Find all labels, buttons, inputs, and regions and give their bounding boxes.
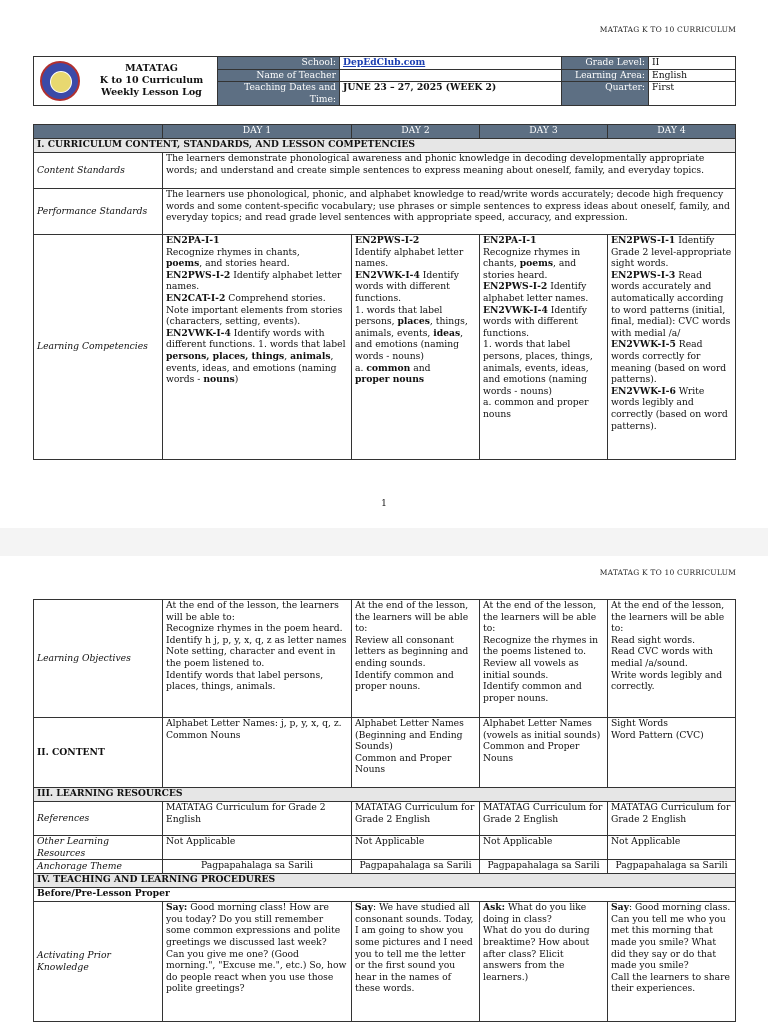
quarter-value: First <box>649 82 736 106</box>
competency-code: EN2PWS-I-3 <box>611 269 676 281</box>
row-label: References <box>34 802 163 836</box>
competency-text: , events, ideas, and emotions (naming words - <box>166 350 337 386</box>
prior-lead: Say: <box>166 902 188 914</box>
anchorage-cell: Pagpapahalaga sa Sarili <box>163 860 352 874</box>
competency-code: EN2CAT-I-2 <box>166 292 226 304</box>
row-label: Performance Standards <box>34 189 163 235</box>
anchorage-cell: Pagpapahalaga sa Sarili <box>480 860 608 874</box>
competency-text: Identify words with different functions. 1. words that label persons, places, things, animals, events, ideas, and emotions (naming words - nouns) a. common and proper nouns <box>483 304 593 420</box>
teacher-label: Name of Teacher <box>218 69 340 82</box>
competency-cell <box>480 235 608 460</box>
competency-text: Write words legibly and correctly (based on word patterns). <box>611 385 728 432</box>
row-label: Anchorage Theme <box>34 860 163 874</box>
school-label: School: <box>218 57 340 70</box>
title-block <box>34 57 218 106</box>
competency-text: Comprehend stories. Note important elements from stories (characters, setting, events). <box>166 292 343 328</box>
day-header: DAY 2 <box>352 125 480 139</box>
competency-bold: poems <box>166 258 200 270</box>
anchorage-cell: Pagpapahalaga sa Sarili <box>608 860 736 874</box>
quarter-label: Quarter: <box>562 82 649 106</box>
section-heading: II. CONTENT <box>34 718 163 788</box>
day-header: DAY 1 <box>163 125 352 139</box>
resource-cell: Not Applicable <box>163 836 352 860</box>
area-label: Learning Area: <box>562 69 649 82</box>
objective-cell: At the end of the lesson, the learners will be able to: Read sight words. Read CVC words with medial /a/sound. Write words legibly and correctly. <box>608 600 736 718</box>
competency-text: Read words accurately and automatically according to word patterns (initial, final, medial): CVC words with medial /a/ <box>611 269 731 339</box>
competency-code: EN2VWK-I-4 <box>355 269 420 281</box>
competency-text: and <box>410 362 431 374</box>
prior-cell <box>352 902 480 1022</box>
content-standards-text: The learners demonstrate phonological awareness and phonic knowledge in decoding developmentally appropriate words; and understand and create simple sentences to express meaning about oneself, family, and everyday topics. <box>163 153 736 189</box>
prior-text: What do you like doing in class? What do you do during breaktime? How about after class? Elicit answers from the learners.) <box>483 902 590 983</box>
anchorage-cell: Pagpapahalaga sa Sarili <box>352 860 480 874</box>
competency-text: Identify alphabet letter names. <box>166 269 342 293</box>
day-header: DAY 3 <box>480 125 608 139</box>
teacher-value <box>340 69 562 82</box>
subsection-heading: Before/Pre-Lesson Proper <box>34 888 736 902</box>
section-heading: I. CURRICULUM CONTENT, STANDARDS, AND LESSON COMPETENCIES <box>34 139 736 153</box>
resource-cell: Not Applicable <box>608 836 736 860</box>
page-number: 1 <box>381 499 387 509</box>
row-label: Content Standards <box>34 153 163 189</box>
competency-text: , and stories heard. <box>483 258 577 281</box>
competency-code: EN2PA-I-1 <box>483 235 537 246</box>
row-label: Other Learning Resources <box>34 836 163 860</box>
row-label: Learning Competencies <box>34 235 163 460</box>
area-value: English <box>649 69 736 82</box>
competency-bold: animals <box>290 350 331 362</box>
competency-bold: ideas <box>433 327 461 339</box>
competency-text: , and emotions (naming words - nouns) a. <box>355 327 464 374</box>
prior-text: Good morning class! How are you today? Do you still remember some common expressions and polite greetings we discussed last week? Can you give me one? (Good morning.", "Excuse me.", etc.) So, how do people react when you use those polite greetings? <box>166 902 347 995</box>
title-line-2: K to 10 Curriculum <box>99 75 204 86</box>
prior-text: : We have studied all consonant sounds. Today, I am going to show you some pictures and I need you to tell me the letter or the first sound you hear in the names of these words. <box>355 902 474 995</box>
dates-label: Teaching Dates and Time: <box>218 82 340 106</box>
competency-code: EN2VWK-I-5 <box>611 339 676 351</box>
competency-text: Recognize rhymes in chants, <box>166 246 300 258</box>
page-gap <box>0 528 768 556</box>
prior-cell <box>480 902 608 1022</box>
competency-cell <box>352 235 480 460</box>
competency-code: EN2PWS-I-2 <box>483 281 548 293</box>
competency-bold: proper nouns <box>355 374 425 386</box>
competency-bold: persons, places, things <box>166 350 285 362</box>
competency-text: Read words correctly for meaning (based on word patterns). <box>611 339 727 386</box>
content-cell: Alphabet Letter Names (vowels as initial sounds) Common and Proper Nouns <box>480 718 608 788</box>
day-header: DAY 4 <box>608 125 736 139</box>
prior-cell <box>163 902 352 1022</box>
competency-code: EN2PWS-I-2 <box>166 269 231 281</box>
competency-bold: common <box>366 362 411 374</box>
lesson-table-page1 <box>33 124 736 460</box>
lesson-table-page2 <box>33 599 736 1022</box>
competency-text: Identify Grade 2 level-appropriate sight words. <box>611 235 732 270</box>
competency-code: EN2VWK-I-4 <box>166 327 231 339</box>
competency-cell <box>608 235 736 460</box>
competency-code: EN2VWK-I-4 <box>483 304 548 316</box>
content-cell: Alphabet Letter Names (Beginning and Ending Sounds) Common and Proper Nouns <box>352 718 480 788</box>
competency-code: EN2PWS-I-2 <box>355 235 420 246</box>
reference-cell: MATATAG Curriculum for Grade 2 English <box>480 802 608 836</box>
section-heading: IV. TEACHING AND LEARNING PROCEDURES <box>34 874 736 888</box>
prior-lead: Ask: <box>483 902 506 914</box>
competency-bold: poems <box>519 258 554 270</box>
prior-lead: Say <box>611 902 629 914</box>
prior-text: : Good morning class. Can you tell me who you met this morning that made you smile? What did they say or do that made you smile? Call the learners to share their experiences. <box>611 902 731 995</box>
competency-bold: places <box>397 316 430 328</box>
competency-text: , <box>284 350 291 362</box>
competency-code: EN2PWS-I-1 <box>611 235 676 246</box>
competency-code: EN2VWK-I-6 <box>611 385 676 397</box>
prior-cell <box>608 902 736 1022</box>
competency-text: , things, animals, events, <box>355 316 468 339</box>
reference-cell: MATATAG Curriculum for Grade 2 English <box>352 802 480 836</box>
competency-code: EN2PA-I-1 <box>166 235 220 246</box>
deped-seal-icon <box>40 61 80 101</box>
section-heading: III. LEARNING RESOURCES <box>34 788 736 802</box>
page-header: MATATAG K TO 10 CURRICULUM <box>599 568 736 577</box>
objective-cell: At the end of the lesson, the learners will be able to: Recognize rhymes in the poem heard. Identify h j, p, y, x, q, z as letter names Note setting, character and event in the poem listened to. Identify words that label persons, places, things, animals. <box>163 600 352 718</box>
objective-cell: At the end of the lesson, the learners will be able to: Recognize the rhymes in the poems listened to. Review all vowels as initial sounds. Identify common and proper nouns. <box>480 600 608 718</box>
reference-cell: MATATAG Curriculum for Grade 2 English <box>608 802 736 836</box>
reference-cell: MATATAG Curriculum for Grade 2 English <box>163 802 352 836</box>
objective-cell: At the end of the lesson, the learners will be able to: Review all consonant letters as beginning and ending sounds. Identify common and proper nouns. <box>352 600 480 718</box>
page-header: MATATAG K TO 10 CURRICULUM <box>599 25 736 34</box>
competency-text: Identify words with different functions. 1. words that label <box>166 327 346 351</box>
title-line-3: Weekly Lesson Log <box>101 87 202 98</box>
row-label: Learning Objectives <box>34 600 163 718</box>
competency-text: Identify alphabet letter names. <box>355 246 464 270</box>
competency-text: , and stories heard. <box>199 258 290 270</box>
info-table <box>33 56 736 106</box>
dates-value: JUNE 23 – 27, 2025 (WEEK 2) <box>340 82 562 106</box>
grade-label: Grade Level: <box>562 57 649 70</box>
content-cell: Sight Words Word Pattern (CVC) <box>608 718 736 788</box>
resource-cell: Not Applicable <box>480 836 608 860</box>
competency-cell <box>163 235 352 460</box>
performance-standards-text: The learners use phonological, phonic, and alphabet knowledge to read/write words accurately; decode high frequency words and some content-specific vocabulary; use phrases or simple sentences to express ideas about oneself, family, and everyday topics; and read grade level sentences with appropriate speed, accuracy, and expression. <box>163 189 736 235</box>
competency-text: Identify words with different functions. 1. words that label persons, <box>355 269 459 328</box>
row-label: Activating Prior Knowledge <box>34 902 163 1022</box>
grade-value: II <box>649 57 736 70</box>
prior-lead: Say <box>355 902 373 914</box>
resource-cell: Not Applicable <box>352 836 480 860</box>
school-link[interactable]: DepEdClub.com <box>343 57 426 68</box>
competency-bold: nouns <box>203 374 235 386</box>
competency-text: Identify alphabet letter names. <box>483 281 589 304</box>
competency-text: Recognize rhymes in chants, <box>483 246 581 270</box>
competency-text: ) <box>234 374 239 386</box>
content-cell: Alphabet Letter Names: j, p, y, x, q, z. Common Nouns <box>163 718 352 788</box>
title-line-1: MATATAG <box>125 63 178 74</box>
